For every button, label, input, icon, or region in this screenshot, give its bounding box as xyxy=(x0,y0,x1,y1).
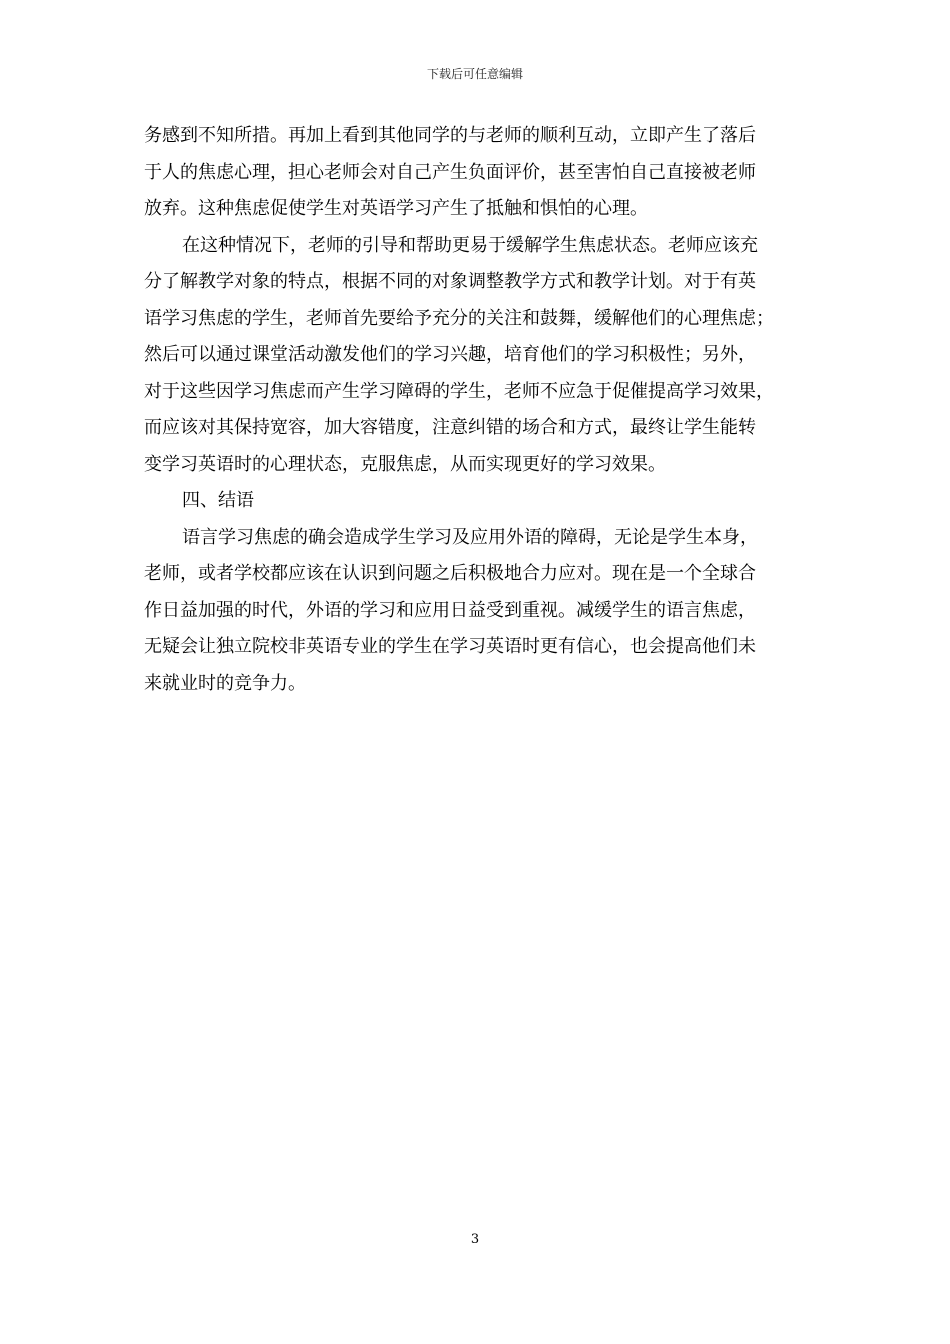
paragraph-4-line-2: 老师，或者学校都应该在认识到问题之后积极地合力应对。现在是一个全球合 xyxy=(144,563,756,584)
paragraph-2-line-3: 语学习焦虑的学生，老师首先要给予充分的关注和鼓舞，缓解他们的心理焦虑； xyxy=(144,307,774,329)
paragraph-2-line-7: 变学习英语时的心理状态，克服焦虑，从而实现更好的学习效果。 xyxy=(144,453,666,475)
paragraph-4-line-1: 语言学习焦虑的确会造成学生学习及应用外语的障碍，无论是学生本身， xyxy=(182,526,758,548)
page-number: 3 xyxy=(470,1232,480,1247)
paragraph-1-line-1: 务感到不知所措。再加上看到其他同学的与老师的顺利互动，立即产生了落后 xyxy=(144,125,756,146)
paragraph-2-line-6: 而应该对其保持宽容，加大容错度，注意纠错的场合和方式，最终让学生能转 xyxy=(144,417,756,438)
document-body xyxy=(144,118,824,702)
paragraph-2-line-4: 然后可以通过课堂活动激发他们的学习兴趣，培育他们的学习积极性；另外， xyxy=(144,344,756,365)
paragraph-2-line-2: 分了解教学对象的特点，根据不同的对象调整教学方式和教学计划。对于有英 xyxy=(144,271,756,292)
paragraph-2-line-1: 在这种情况下，老师的引导和帮助更易于缓解学生焦虑状态。老师应该充 xyxy=(182,234,758,256)
section-heading-conclusion: 四、结语 xyxy=(182,490,254,511)
paragraph-1-line-2: 于人的焦虑心理，担心老师会对自己产生负面评价，甚至害怕自己直接被老师 xyxy=(144,161,756,183)
paragraph-2-line-5: 对于这些因学习焦虑而产生学习障碍的学生，老师不应急于促催提高学习效果， xyxy=(144,380,774,402)
paragraph-1-line-3: 放弃。这种焦虑促使学生对英语学习产生了抵触和惧怕的心理。 xyxy=(144,198,648,219)
paragraph-4-line-4: 无疑会让独立院校非英语专业的学生在学习英语时更有信心，也会提高他们未 xyxy=(144,636,756,657)
paragraph-4-line-5: 来就业时的竞争力。 xyxy=(144,672,306,694)
page-header: 下载后可任意编辑 xyxy=(426,67,523,81)
paragraph-4-line-3: 作日益加强的时代，外语的学习和应用日益受到重视。减缓学生的语言焦虑， xyxy=(144,599,756,621)
